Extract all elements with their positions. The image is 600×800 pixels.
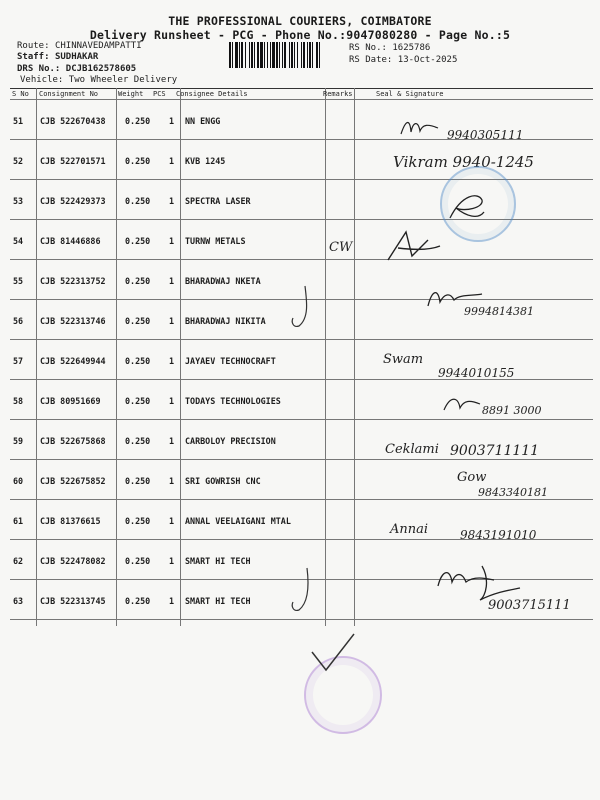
cell-consignment: CJB 522649944 (40, 356, 106, 366)
cell-consignment: CJB 522429373 (40, 196, 106, 206)
route-label: Route: (17, 41, 50, 51)
cell-sno: 60 (13, 476, 24, 486)
cell-sno: 61 (13, 516, 24, 526)
col-header-consignee: Consignee Details (176, 90, 248, 98)
subtitle-doc-type: Delivery Runsheet (89, 28, 211, 42)
vehicle-value: Two Wheeler Delivery (68, 75, 178, 85)
route-line (17, 41, 142, 51)
staff-label: Staff: (17, 52, 50, 62)
signature-row-59: 9003711111 (450, 443, 540, 459)
cell-weight: 0.250 (125, 556, 151, 566)
cell-sno: 53 (13, 196, 24, 206)
cell-weight: 0.250 (125, 196, 151, 206)
signature-row-52: Vikram 9940-1245 (393, 153, 534, 171)
signature-row-58: 8891 3000 (482, 404, 542, 417)
cell-consignment: CJB 522313752 (40, 276, 106, 286)
row-divider (10, 619, 593, 620)
tick-mark-55 (285, 282, 321, 332)
cell-consignment: CJB 80951669 (40, 396, 101, 406)
cell-consignee: NN ENGG (185, 116, 221, 126)
company-title: THE PROFESSIONAL COURIERS, COIMBATORE (168, 14, 432, 28)
cell-weight: 0.250 (125, 436, 151, 446)
barcode-space (320, 42, 322, 68)
signature-row-61: 9843191010 (460, 528, 537, 542)
cell-pcs: 1 (169, 596, 175, 606)
rs-date-label: RS Date: (349, 55, 393, 65)
cell-pcs: 1 (169, 516, 175, 526)
cell-consignment: CJB 81446886 (40, 236, 101, 246)
signature-row-63: 9003715111 (488, 598, 571, 613)
cell-weight: 0.250 (125, 316, 151, 326)
rs-no-label: RS No.: (349, 43, 387, 53)
cell-consignee: CARBOLOY PRECISION (185, 436, 276, 446)
cell-pcs: 1 (169, 556, 175, 566)
drs-barcode (229, 42, 343, 68)
signature-row-51: 9940305111 (447, 128, 524, 142)
cell-consignee: SPECTRA LASER (185, 196, 251, 206)
cell-consignment: CJB 522478082 (40, 556, 106, 566)
cell-weight: 0.250 (125, 356, 151, 366)
col-header-weight: Weight (118, 90, 144, 98)
subtitle-branch: PCG (232, 28, 254, 42)
col-header-sno: S No (12, 90, 29, 98)
cell-consignee: ANNAL VEELAIGANI MTAL (185, 516, 291, 526)
signature-scrawl-54 (384, 226, 444, 266)
cell-consignee: KVB 1245 (185, 156, 226, 166)
rs-date-value: 13-Oct-2025 (397, 55, 458, 65)
cell-sno: 57 (13, 356, 24, 366)
cell-consignment: CJB 522313745 (40, 596, 106, 606)
cell-pcs: 1 (169, 196, 175, 206)
cell-sno: 55 (13, 276, 24, 286)
cell-sno: 58 (13, 396, 24, 406)
cell-sno: 52 (13, 156, 24, 166)
delivery-stamp-blue (440, 166, 516, 242)
signature-row-57: 9944010155 (438, 366, 515, 380)
signature-scrawl-57: Swam (383, 352, 424, 367)
cell-pcs: 1 (169, 156, 175, 166)
cell-pcs: 1 (169, 396, 175, 406)
cell-consignee: TODAYS TECHNOLOGIES (185, 396, 281, 406)
cell-consignment: CJB 522670438 (40, 116, 106, 126)
cell-pcs: 1 (169, 276, 175, 286)
cell-consignee: JAYAEV TECHNOCRAFT (185, 356, 276, 366)
cell-sno: 51 (13, 116, 24, 126)
cell-consignee: BHARADWAJ NIKITA (185, 316, 266, 326)
cell-sno: 62 (13, 556, 24, 566)
cell-weight: 0.250 (125, 276, 151, 286)
col-header-signature: Seal & Signature (376, 90, 444, 98)
cell-consignee: BHARADWAJ NKETA (185, 276, 261, 286)
subtitle-page: Page No.:5 (438, 28, 511, 42)
table-top-border (10, 88, 593, 89)
subtitle-phone: Phone No.:9047080280 (275, 28, 418, 42)
cell-consignee: SRI GOWRISH CNC (185, 476, 261, 486)
signature-scrawl-61: Annai (390, 522, 429, 537)
rs-no-line (349, 43, 430, 53)
cell-consignment: CJB 522675852 (40, 476, 106, 486)
cell-consignment: CJB 522313746 (40, 316, 106, 326)
drs-label: DRS No.: (17, 64, 61, 74)
cell-sno: 63 (13, 596, 24, 606)
signature-row-60: 9843340181 (478, 486, 548, 499)
route-value: CHINNAVEDAMPATTI (54, 41, 142, 51)
signature-scrawl-58 (440, 392, 484, 416)
cell-weight: 0.250 (125, 596, 151, 606)
delivery-tick-mark (308, 630, 358, 676)
signature-scrawl-59: Ceklami (385, 442, 439, 457)
cell-consignment: CJB 522675868 (40, 436, 106, 446)
tick-mark-63 (285, 564, 321, 616)
cell-consignment: CJB 81376615 (40, 516, 101, 526)
col-header-remarks: Remarks (323, 90, 353, 98)
signature-scrawl-60: Gow (457, 470, 487, 485)
remark-row-54: CW (329, 240, 353, 255)
cell-weight: 0.250 (125, 236, 151, 246)
cell-consignment: CJB 522701571 (40, 156, 106, 166)
vehicle-label: Vehicle: (20, 75, 64, 85)
cell-consignee: TURNW METALS (185, 236, 246, 246)
col-header-consignment: Consignment No (39, 90, 99, 98)
cell-sno: 54 (13, 236, 24, 246)
cell-weight: 0.250 (125, 396, 151, 406)
cell-pcs: 1 (169, 476, 175, 486)
signature-phone-56: 9994814381 (464, 305, 534, 318)
cell-pcs: 1 (169, 236, 175, 246)
col-header-pcs: PCS (153, 90, 166, 98)
runsheet-subtitle: Delivery Runsheet - PCG - Phone No.:9047080280 - Page No.:5 (89, 28, 511, 42)
signature-scrawl-51 (398, 116, 440, 143)
cell-weight: 0.250 (125, 156, 151, 166)
staff-line (17, 52, 98, 62)
cell-weight: 0.250 (125, 516, 151, 526)
cell-pcs: 1 (169, 436, 175, 446)
drs-value: DCJB162578605 (65, 64, 137, 74)
rs-no-value: 1625786 (392, 43, 431, 53)
vehicle-line (20, 75, 177, 85)
staff-value: SUDHAKAR (54, 52, 99, 62)
cell-consignee: SMART HI TECH (185, 596, 251, 606)
cell-sno: 59 (13, 436, 24, 446)
cell-weight: 0.250 (125, 476, 151, 486)
cell-pcs: 1 (169, 316, 175, 326)
cell-pcs: 1 (169, 116, 175, 126)
cell-consignee: SMART HI TECH (185, 556, 251, 566)
rs-date-line (349, 55, 457, 65)
cell-pcs: 1 (169, 356, 175, 366)
drs-line (17, 64, 136, 74)
cell-sno: 56 (13, 316, 24, 326)
cell-weight: 0.250 (125, 116, 151, 126)
